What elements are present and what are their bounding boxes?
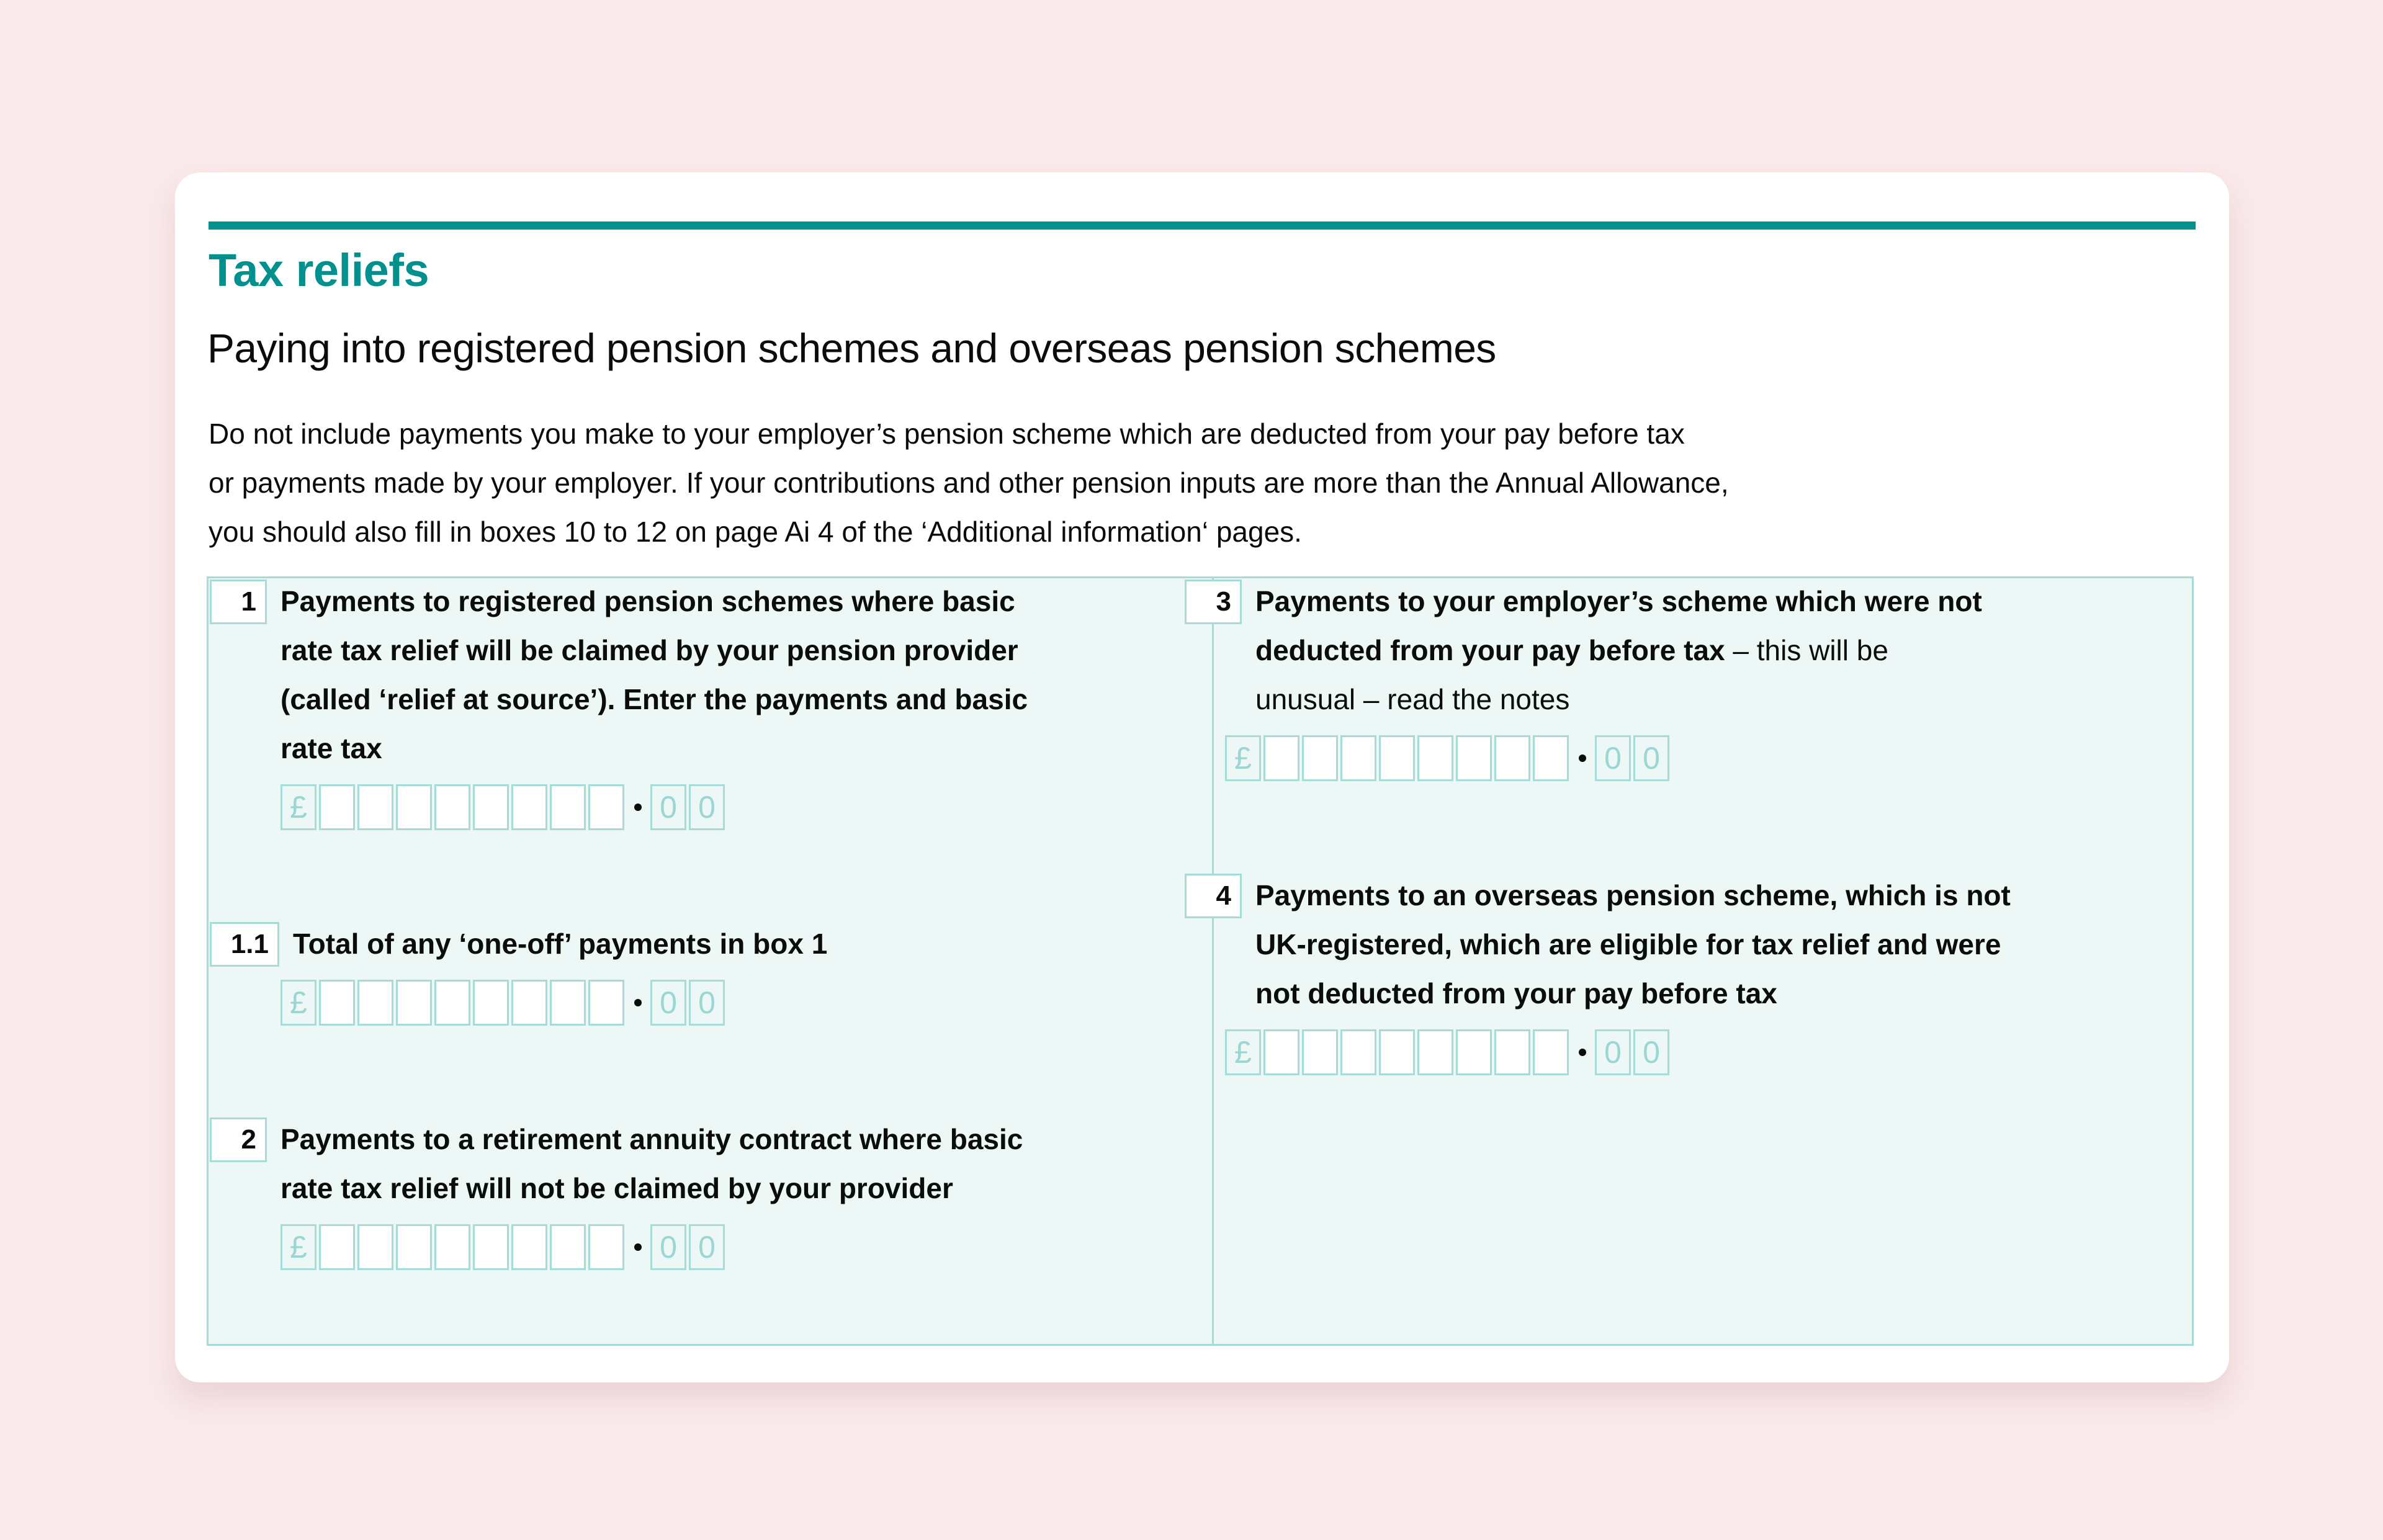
field-box-1-1-head (210, 920, 827, 969)
panel-column-right (1212, 578, 2192, 1344)
label-bold-part: deducted from your pay before tax (1255, 634, 1725, 666)
label-line: rate tax (280, 732, 382, 764)
pension-payments-panel (207, 576, 2194, 1346)
label-line: rate tax relief will be claimed by your pension provider (280, 634, 1018, 666)
digit-cell[interactable] (319, 980, 355, 1026)
pence-cell[interactable]: 0 (1595, 735, 1631, 781)
label-line: Total of any ‘one-off’ payments in box 1 (293, 928, 828, 960)
pence-cell[interactable]: 0 (650, 980, 686, 1026)
label-regular-part: – this will be (1725, 634, 1888, 666)
digit-cell[interactable] (357, 980, 393, 1026)
digit-cell[interactable] (1494, 1029, 1530, 1075)
currency-symbol-icon: £ (1225, 735, 1261, 781)
digit-cell[interactable] (1379, 1029, 1415, 1075)
pence-cell[interactable]: 0 (1633, 1029, 1669, 1075)
currency-symbol-icon: £ (1225, 1029, 1261, 1075)
digit-cell[interactable] (550, 784, 586, 830)
digit-cell[interactable] (511, 784, 547, 830)
pence-cell[interactable]: 0 (650, 784, 686, 830)
pence-cell[interactable]: 0 (1595, 1029, 1631, 1075)
digit-cell[interactable] (396, 1224, 432, 1270)
label-line: not deducted from your pay before tax (1255, 977, 1777, 1010)
intro-line-1: Do not include payments you make to your employer’s pension scheme which are deducted from your pay before tax (209, 418, 1685, 450)
field-box-1-head (210, 577, 1028, 773)
field-box-1 (210, 577, 1028, 830)
digit-cell[interactable] (588, 1224, 624, 1270)
currency-symbol-icon: £ (280, 1224, 316, 1270)
pence-cell[interactable]: 0 (689, 980, 725, 1026)
digit-cell[interactable] (473, 1224, 509, 1270)
field-box-4-head (1185, 871, 2011, 1018)
field-box-2-head (210, 1115, 1023, 1213)
digit-cell[interactable] (1379, 735, 1415, 781)
label-line: rate tax relief will not be claimed by your provider (280, 1172, 953, 1204)
digit-cell[interactable] (550, 1224, 586, 1270)
digit-cell[interactable] (357, 1224, 393, 1270)
amount-input-box-2[interactable] (280, 1224, 1023, 1270)
field-box-3-label (1255, 577, 1982, 724)
digit-cell[interactable] (1340, 1029, 1376, 1075)
digit-cell[interactable] (511, 1224, 547, 1270)
digit-cell[interactable] (550, 980, 586, 1026)
digit-cell[interactable] (588, 980, 624, 1026)
field-box-1-1-label (293, 920, 827, 969)
section-subtitle: Paying into registered pension schemes and overseas pension schemes (207, 325, 1496, 371)
digit-cell[interactable] (1263, 735, 1299, 781)
pence-cell[interactable]: 0 (689, 784, 725, 830)
field-box-3 (1185, 577, 1982, 781)
digit-cell[interactable] (1417, 1029, 1453, 1075)
digit-cell[interactable] (1302, 1029, 1338, 1075)
label-line (1255, 626, 1982, 675)
currency-symbol-icon: £ (280, 784, 316, 830)
label-line: (called ‘relief at source’). Enter the payments and basic (280, 683, 1028, 715)
box-number-1: 1 (210, 580, 267, 624)
digit-cell[interactable] (1456, 1029, 1492, 1075)
field-box-1-label (280, 577, 1028, 773)
digit-cell[interactable] (1302, 735, 1338, 781)
digit-cell[interactable] (1340, 735, 1376, 781)
digit-cell[interactable] (319, 1224, 355, 1270)
pence-cell[interactable]: 0 (650, 1224, 686, 1270)
digit-cell[interactable] (473, 980, 509, 1026)
decimal-point-icon (634, 804, 642, 811)
digit-cell[interactable] (1533, 1029, 1569, 1075)
digit-cell[interactable] (357, 784, 393, 830)
field-box-3-head (1185, 577, 1982, 724)
amount-input-box-3[interactable] (1225, 735, 1982, 781)
amount-input-box-1[interactable] (280, 784, 1028, 830)
digit-cell[interactable] (1456, 735, 1492, 781)
box-number-4: 4 (1185, 874, 1242, 918)
intro-paragraph (209, 410, 2145, 557)
intro-line-3: you should also fill in boxes 10 to 12 on page Ai 4 of the ‘Additional information‘ pages. (209, 516, 1302, 548)
label-line: UK-registered, which are eligible for tax relief and were (1255, 928, 2001, 960)
label-line: Payments to an overseas pension scheme, which is not (1255, 879, 2011, 911)
field-box-2 (210, 1115, 1023, 1270)
digit-cell[interactable] (1494, 735, 1530, 781)
box-number-2: 2 (210, 1117, 267, 1162)
decimal-point-icon (1579, 754, 1586, 762)
digit-cell[interactable] (434, 1224, 470, 1270)
box-number-1-1: 1.1 (210, 922, 279, 967)
digit-cell[interactable] (434, 784, 470, 830)
section-top-rule (209, 222, 2196, 230)
label-line: Payments to your employer’s scheme which were not (1255, 585, 1982, 617)
digit-cell[interactable] (1417, 735, 1453, 781)
box-number-3: 3 (1185, 580, 1242, 624)
label-line: unusual – read the notes (1255, 683, 1570, 715)
currency-symbol-icon: £ (280, 980, 316, 1026)
amount-input-box-4[interactable] (1225, 1029, 2011, 1075)
amount-input-box-1-1[interactable] (280, 980, 827, 1026)
label-line: Payments to a retirement annuity contract where basic (280, 1123, 1023, 1155)
digit-cell[interactable] (588, 784, 624, 830)
decimal-point-icon (634, 999, 642, 1006)
digit-cell[interactable] (434, 980, 470, 1026)
panel-column-left (209, 578, 1212, 1344)
digit-cell[interactable] (473, 784, 509, 830)
pence-cell[interactable]: 0 (689, 1224, 725, 1270)
page-title: Tax reliefs (209, 244, 429, 296)
pence-cell[interactable]: 0 (1633, 735, 1669, 781)
field-box-1-1 (210, 920, 827, 1026)
intro-line-2: or payments made by your employer. If your contributions and other pension inputs are more than the Annual Allowance, (209, 467, 1729, 499)
decimal-point-icon (1579, 1049, 1586, 1056)
digit-cell[interactable] (396, 784, 432, 830)
digit-cell[interactable] (1263, 1029, 1299, 1075)
digit-cell[interactable] (511, 980, 547, 1026)
digit-cell[interactable] (396, 980, 432, 1026)
label-line: Payments to registered pension schemes where basic (280, 585, 1015, 617)
digit-cell[interactable] (1533, 735, 1569, 781)
field-box-2-label (280, 1115, 1023, 1213)
decimal-point-icon (634, 1243, 642, 1251)
digit-cell[interactable] (319, 784, 355, 830)
field-box-4-label (1255, 871, 2011, 1018)
field-box-4 (1185, 871, 2011, 1075)
